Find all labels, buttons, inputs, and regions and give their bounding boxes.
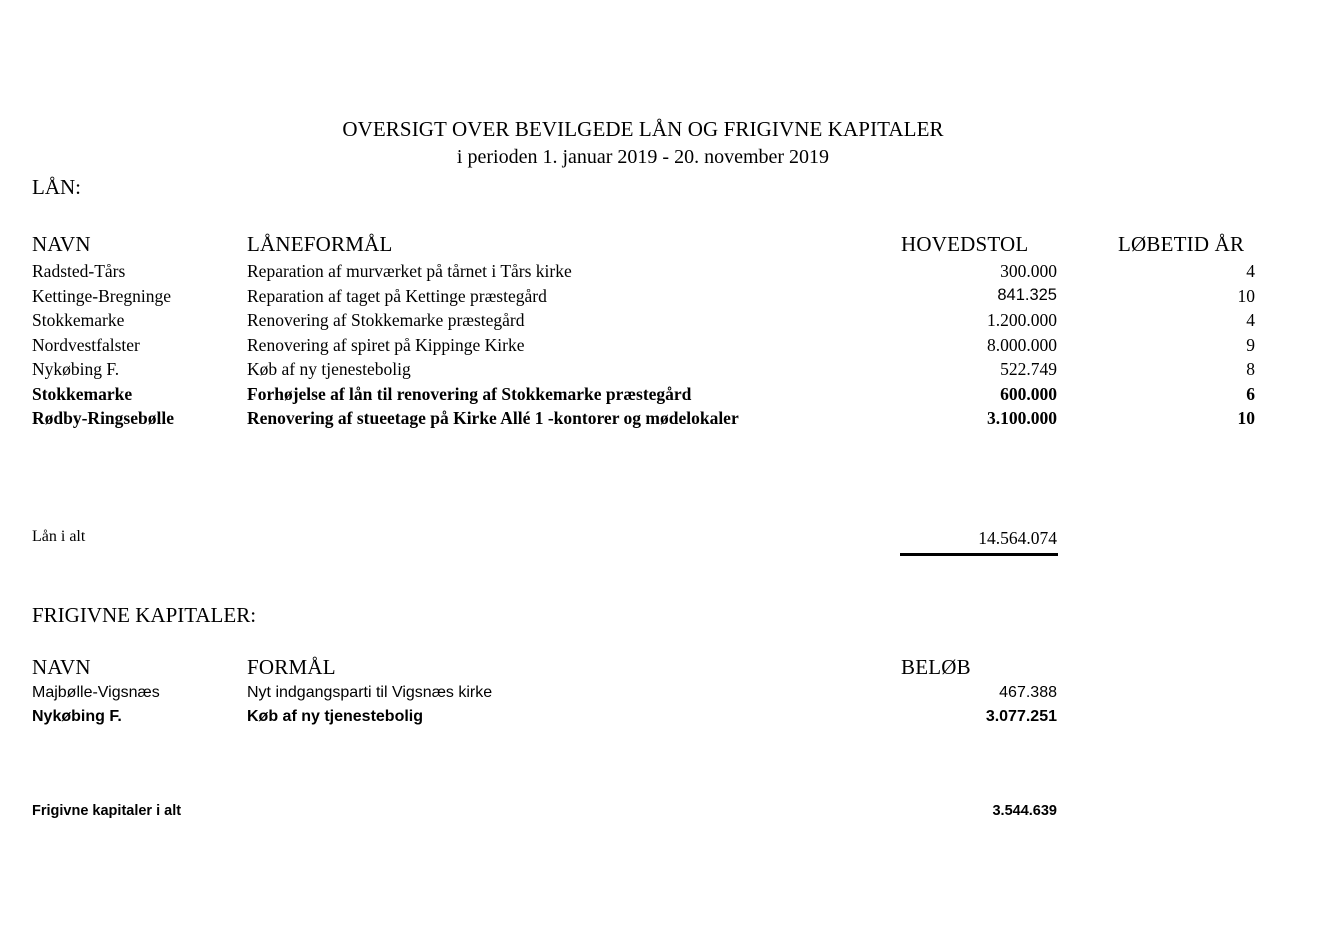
table-header-row bbox=[0, 232, 1286, 259]
freed-capital-section-heading: FRIGIVNE KAPITALER: bbox=[32, 603, 257, 627]
table-row bbox=[0, 384, 1286, 409]
loan-navn: Stokkemarke bbox=[32, 383, 133, 404]
loan-navn: Rødby-Ringsebølle bbox=[32, 408, 174, 428]
freed-capital-formaal: Nyt indgangsparti til Vigsnæs kirke bbox=[247, 684, 493, 701]
loans-total-row bbox=[0, 528, 1286, 554]
loan-formaal: Reparation af murværket på tårnet i Tårs kirke bbox=[247, 261, 572, 281]
loan-hovedstol: 300.000 bbox=[1000, 261, 1057, 281]
loan-hovedstol: 8.000.000 bbox=[987, 334, 1057, 355]
loan-formaal: Renovering af spiret på Kippinge Kirke bbox=[247, 334, 525, 355]
loan-loebetid: 10 bbox=[1237, 285, 1255, 306]
freed-capital-beloeb: 3.077.251 bbox=[985, 708, 1057, 725]
column-header-navn: NAVN bbox=[32, 655, 91, 679]
table-row bbox=[0, 359, 1286, 384]
loans-table-body bbox=[0, 261, 1286, 433]
loans-section-heading: LÅN: bbox=[32, 175, 81, 199]
loan-formaal: Renovering af stueetage på Kirke Allé 1 -kontorer og mødelokaler bbox=[247, 408, 739, 428]
freed-capital-table-header bbox=[0, 655, 1286, 682]
loan-formaal: Reparation af taget på Kettinge præstegård bbox=[247, 285, 547, 306]
loan-navn: Nykøbing F. bbox=[32, 359, 120, 379]
loan-hovedstol: 841.325 bbox=[997, 285, 1057, 304]
loan-loebetid: 4 bbox=[1246, 310, 1255, 330]
table-row bbox=[0, 261, 1286, 286]
freed-capital-formaal: Køb af ny tjenestebolig bbox=[247, 708, 424, 725]
loan-formaal: Køb af ny tjenestebolig bbox=[247, 359, 411, 379]
loan-navn: Nordvestfalster bbox=[32, 334, 140, 355]
loan-navn: Radsted-Tårs bbox=[32, 261, 126, 281]
loan-hovedstol: 522.749 bbox=[1000, 359, 1057, 379]
table-row bbox=[0, 286, 1286, 311]
loan-hovedstol: 3.100.000 bbox=[987, 408, 1057, 428]
table-row bbox=[0, 708, 1286, 732]
table-row bbox=[0, 310, 1286, 335]
loans-total-value: 14.564.074 bbox=[978, 528, 1057, 548]
column-header-navn: NAVN bbox=[32, 232, 91, 256]
loan-loebetid: 8 bbox=[1246, 359, 1255, 379]
loan-formaal: Forhøjelse af lån til renovering af Stokkemarke præstegård bbox=[247, 383, 692, 404]
freed-capital-total-row bbox=[0, 803, 1286, 827]
table-row bbox=[0, 684, 1286, 708]
loan-navn: Stokkemarke bbox=[32, 310, 125, 330]
table-header-row bbox=[0, 655, 1286, 682]
loan-hovedstol: 600.000 bbox=[1000, 383, 1057, 404]
loans-table-header bbox=[0, 232, 1286, 259]
freed-capital-navn: Nykøbing F. bbox=[32, 708, 122, 725]
table-row bbox=[0, 335, 1286, 360]
column-header-formaal: FORMÅL bbox=[247, 655, 336, 679]
column-header-laaneformaal: LÅNEFORMÅL bbox=[247, 232, 393, 256]
column-header-loebetid: LØBETID ÅR bbox=[1118, 232, 1245, 256]
table-row bbox=[0, 408, 1286, 433]
freed-capital-table-body bbox=[0, 684, 1286, 732]
document-subtitle: i perioden 1. januar 2019 - 20. november 2019 bbox=[456, 146, 830, 168]
column-header-hovedstol: HOVEDSTOL bbox=[901, 232, 1029, 256]
loans-total-underline bbox=[900, 553, 1058, 556]
loan-loebetid: 4 bbox=[1246, 261, 1255, 281]
column-header-beloeb: BELØB bbox=[901, 655, 971, 679]
freed-capital-total-value: 3.544.639 bbox=[992, 803, 1057, 819]
loan-formaal: Renovering af Stokkemarke præstegård bbox=[247, 310, 525, 330]
loan-loebetid: 10 bbox=[1237, 408, 1255, 428]
loans-total-label: Lån i alt bbox=[32, 528, 86, 545]
loan-navn: Kettinge-Bregninge bbox=[32, 285, 171, 306]
loan-hovedstol: 1.200.000 bbox=[987, 310, 1057, 330]
loan-loebetid: 6 bbox=[1246, 383, 1255, 404]
document-title: OVERSIGT OVER BEVILGEDE LÅN OG FRIGIVNE KAPITALER bbox=[342, 117, 944, 141]
loan-loebetid: 9 bbox=[1246, 334, 1255, 355]
freed-capital-beloeb: 467.388 bbox=[999, 684, 1057, 701]
freed-capital-total-label: Frigivne kapitaler i alt bbox=[32, 803, 182, 819]
freed-capital-navn: Majbølle-Vigsnæs bbox=[32, 684, 160, 701]
